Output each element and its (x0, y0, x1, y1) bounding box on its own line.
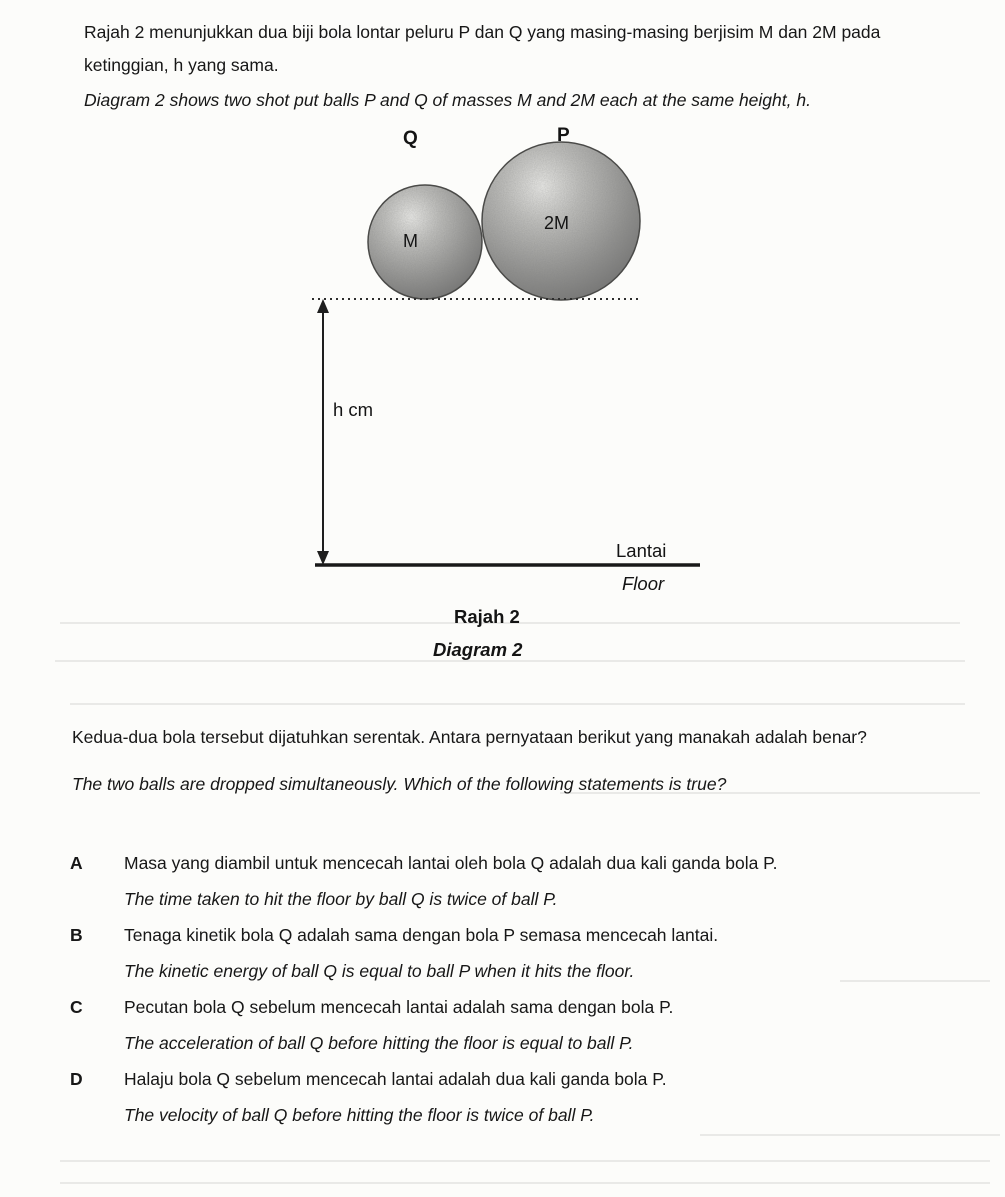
option-text-malay: Halaju bola Q sebelum mencecah lantai adalah dua kali ganda bola P. (124, 1069, 667, 1089)
height-arrowhead-bottom (317, 551, 329, 565)
ball-p-label: P (557, 125, 570, 146)
diagram-2-figure (0, 117, 1005, 665)
option-text-english: The velocity of ball Q before hitting the floor is twice of ball P. (124, 1105, 595, 1125)
answer-options (70, 845, 963, 1133)
option-d (70, 1061, 963, 1133)
option-text-malay: Masa yang diambil untuk mencecah lantai oleh bola Q adalah dua kali ganda bola P. (124, 853, 778, 873)
option-a (70, 845, 963, 917)
ball-q-label: Q (403, 128, 418, 149)
floor-label-english: Floor (622, 573, 665, 594)
option-letter: B (70, 925, 83, 945)
option-text-malay: Pecutan bola Q sebelum mencecah lantai adalah sama dengan bola P. (124, 997, 674, 1017)
ball-p-mass-label: 2M (544, 213, 570, 233)
scan-artifact-line (60, 1182, 990, 1184)
intro-text-english: Diagram 2 shows two shot put balls P and Q of masses M and 2M each at the same height, h. (84, 90, 811, 110)
option-letter: C (70, 997, 83, 1017)
caption-english: Diagram 2 (433, 639, 523, 660)
question-text-english: The two balls are dropped simultaneously. Which of the following statements is true? (72, 774, 727, 794)
option-text-malay: Tenaga kinetik bola Q adalah sama dengan bola P semasa mencecah lantai. (124, 925, 719, 945)
ball-q-texture (369, 186, 481, 298)
floor-label-malay: Lantai (616, 540, 667, 561)
option-text-english: The kinetic energy of ball Q is equal to ball P when it hits the floor. (124, 961, 635, 981)
option-letter: A (70, 853, 83, 873)
scan-artifact-line (60, 1160, 990, 1162)
option-b (70, 917, 963, 989)
option-c (70, 989, 963, 1061)
option-letter: D (70, 1069, 83, 1089)
height-label: h cm (333, 399, 374, 420)
ball-q-mass-label: M (403, 231, 418, 251)
option-text-english: The acceleration of ball Q before hitting the floor is equal to ball P. (124, 1033, 634, 1053)
diagram-canvas (0, 117, 1005, 665)
height-arrowhead-top (317, 299, 329, 313)
caption-malay: Rajah 2 (454, 606, 520, 627)
option-text-english: The time taken to hit the floor by ball Q is twice of ball P. (124, 889, 558, 909)
intro-text-malay: Rajah 2 menunjukkan dua biji bola lontar peluru P dan Q yang masing-masing berjisim M dan 2M pada ketinggian, h yang sama. (84, 22, 881, 75)
scan-artifact-line (700, 1134, 1000, 1136)
question-text-malay: Kedua-dua bola tersebut dijatuhkan serentak. Antara pernyataan berikut yang manakah adalah benar? (72, 727, 867, 747)
